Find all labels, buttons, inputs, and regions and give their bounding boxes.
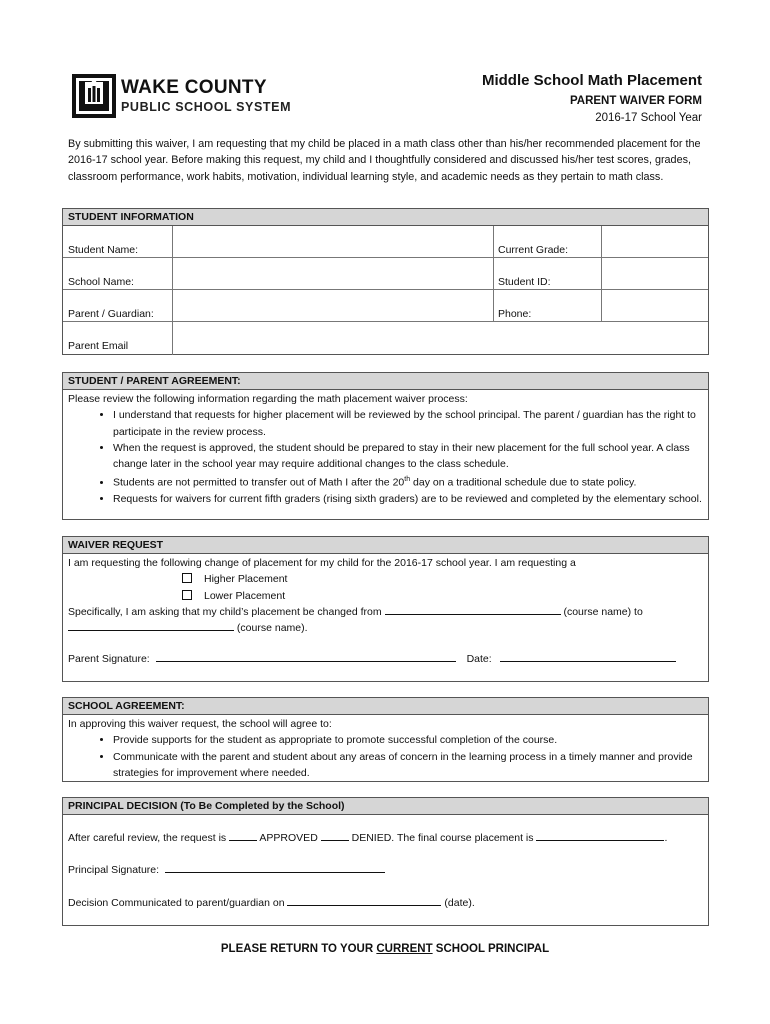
parent-guardian-field[interactable] <box>173 290 493 321</box>
parent-guardian-label: Parent / Guardian: <box>68 308 154 320</box>
section-heading: WAIVER REQUEST <box>63 537 708 554</box>
communicated-line: Decision Communicated to parent/guardian on (date). <box>68 896 475 909</box>
student-information-section <box>62 208 709 355</box>
date-label: Date: <box>466 653 492 666</box>
form-subtitle: PARENT WAIVER FORM <box>569 95 702 107</box>
lower-placement-checkbox[interactable] <box>182 590 192 600</box>
lower-placement-label: Lower Placement <box>204 589 286 602</box>
list-item: • Communicate with the parent and student about any areas of concern in the learning process in a timely manner and provide strategies for improvement where needed. <box>113 749 703 782</box>
list-item: • Requests for waivers for current fifth graders (rising sixth graders) are to be reviewed and completed by the elementary school. <box>113 491 703 507</box>
principal-signature-label: Principal Signature: <box>68 864 160 877</box>
principal-signature-line <box>68 862 703 878</box>
school-year: 2016-17 School Year <box>595 112 702 124</box>
decision-line: After careful review, the request is APPROVED DENIED. The final course placement is . <box>68 832 668 844</box>
section-heading: STUDENT / PARENT AGREEMENT: <box>63 373 708 390</box>
final-placement-field[interactable] <box>536 830 664 841</box>
lower-placement-option[interactable] <box>68 588 703 604</box>
school-agreement-section <box>62 697 709 782</box>
parent-signature-label: Parent Signature: <box>68 653 150 666</box>
student-name-label: Student Name: <box>68 244 139 256</box>
form-title: Middle School Math Placement <box>481 72 702 89</box>
parent-email-field[interactable] <box>173 322 708 354</box>
student-id-label: Student ID: <box>498 276 551 288</box>
waiver-lead: I am requesting the following change of placement for my child for the 2016-17 school year. I am requesting a <box>68 557 576 569</box>
agreement-section <box>62 372 709 520</box>
agreement-lead: Please review the following information regarding the math placement waiver process: <box>68 393 468 405</box>
phone-field[interactable] <box>602 290 708 321</box>
student-name-field[interactable] <box>173 226 493 257</box>
org-subname: PUBLIC SCHOOL SYSTEM <box>121 100 292 114</box>
student-id-field[interactable] <box>602 258 708 289</box>
school-logo-icon <box>72 74 116 118</box>
current-grade-label: Current Grade: <box>498 244 569 256</box>
school-lead: In approving this waiver request, the school will agree to: <box>68 718 332 730</box>
specific-request-line: Specifically, I am asking that my child’s placement be changed from (course name) to <box>68 605 643 618</box>
section-heading: PRINCIPAL DECISION (To Be Completed by the School) <box>63 798 708 815</box>
section-heading: SCHOOL AGREEMENT: <box>63 698 708 715</box>
to-course-field[interactable] <box>68 620 234 631</box>
approved-mark-field[interactable] <box>229 830 257 841</box>
parent-date-field[interactable] <box>500 651 676 662</box>
org-name: WAKE COUNTY <box>121 77 267 98</box>
principal-decision-section <box>62 797 709 926</box>
list-item: • Students are not permitted to transfer out of Math I after the 20th day on a traditional schedule due to state policy. <box>113 472 703 491</box>
current-grade-field[interactable] <box>602 226 708 257</box>
section-heading: STUDENT INFORMATION <box>63 209 708 226</box>
list-item: • When the request is approved, the student should be prepared to stay in their new placement for the full school year. A class change later in the school year may require additional changes to the class schedule. <box>113 440 703 473</box>
denied-mark-field[interactable] <box>321 830 349 841</box>
to-course-line: (course name). <box>68 620 703 636</box>
principal-signature-field[interactable] <box>165 862 385 873</box>
from-course-field[interactable] <box>385 604 561 615</box>
communicated-date-field[interactable] <box>287 895 441 906</box>
waiver-request-section <box>62 536 709 682</box>
intro-paragraph: By submitting this waiver, I am requesting that my child be placed in a math class other than his/her recommended placement for the 2016-17 school year. Before making this request, my child and I thoughtfully considered and discussed his/her test scores, grades, classroom performance, work habits, motivation, individual learning style, and academic needs as they pertain to math class. <box>68 138 701 183</box>
higher-placement-checkbox[interactable] <box>182 573 192 583</box>
school-name-field[interactable] <box>173 258 493 289</box>
list-item: • I understand that requests for higher placement will be reviewed by the school principal. The parent / guardian has the right to participate in the review process. <box>113 407 703 440</box>
parent-email-label: Parent Email <box>68 340 129 352</box>
school-name-label: School Name: <box>68 276 134 288</box>
phone-label: Phone: <box>498 308 532 320</box>
parent-signature-line <box>68 651 703 667</box>
higher-placement-label: Higher Placement <box>204 573 288 586</box>
list-item: • Provide supports for the student as appropriate to promote successful completion of the course. <box>113 732 703 748</box>
return-instruction: PLEASE RETURN TO YOUR CURRENT SCHOOL PRINCIPAL <box>220 943 550 955</box>
higher-placement-option[interactable] <box>68 571 703 587</box>
parent-signature-field[interactable] <box>156 651 456 662</box>
